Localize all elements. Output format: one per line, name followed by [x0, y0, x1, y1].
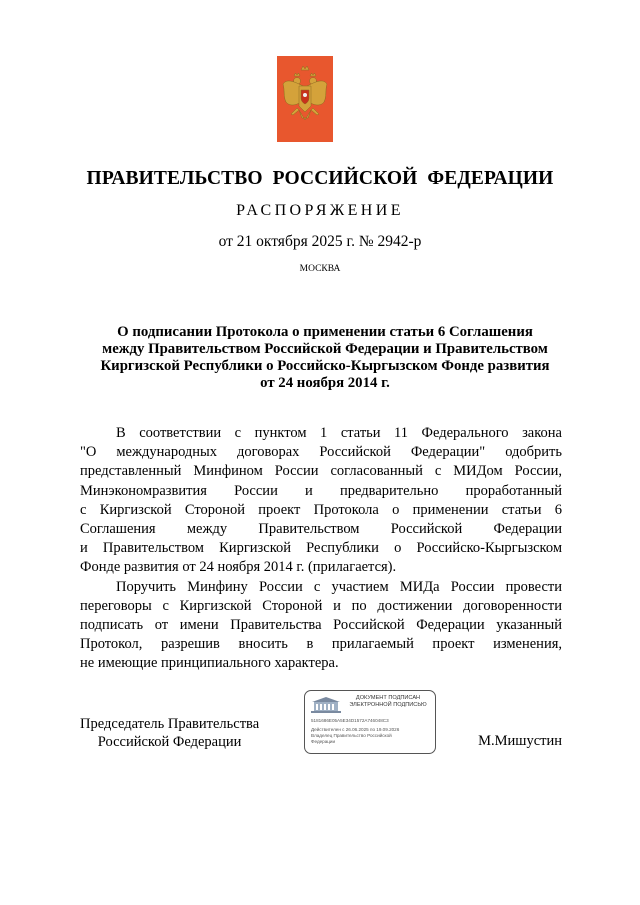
body-line: Соглашения между Правительством Российской Федерации: [80, 521, 562, 538]
city: МОСКВА: [299, 264, 341, 274]
electronic-signature-stamp: [304, 690, 436, 754]
government-title: ПРАВИТЕЛЬСТВО РОССИЙСКОЙ ФЕДЕРАЦИИ: [86, 168, 554, 189]
position-line: Российской Федерации: [97, 734, 242, 750]
body-line: Фонде развития от 24 ноября 2014 г. (прилагается).: [80, 559, 397, 576]
document-type: РАСПОРЯЖЕНИЕ: [236, 202, 404, 219]
body-line: представленный Минфином России согласованный с МИДом России,: [80, 463, 562, 480]
subject-line: О подписании Протокола о применении статьи 6 Соглашения: [117, 324, 533, 340]
stamp-owner: Владелец Правительство Российской: [311, 733, 392, 738]
body-line: не имеющие принципиального характера.: [80, 655, 339, 672]
subject-line: между Правительством Российской Федерации и Правительством: [102, 341, 548, 357]
subject-line: от 24 ноября 2014 г.: [260, 375, 390, 391]
signatory-name: М.Мишустин: [478, 733, 562, 749]
stamp-header-line: ЭЛЕКТРОННОЙ ПОДПИСЬЮ: [349, 702, 427, 708]
body-line: переговоры с Киргизской Стороной и по достижении договоренности: [80, 597, 562, 614]
coat-of-arms-icon: [277, 56, 333, 142]
body-line: с Киргизской Стороной проект Протокола о применении статьи 6: [80, 501, 562, 518]
stamp-certificate: 5181686E05A5E34D1572A746048C3: [311, 718, 389, 723]
subject-line: Киргизской Республики о Российско-Кыргызском Фонде развития: [100, 358, 550, 374]
stamp-header-line: ДОКУМЕНТ ПОДПИСАН: [355, 695, 421, 701]
document-body: [80, 424, 562, 674]
position-line: Председатель Правительства: [80, 716, 260, 732]
body-line: "О международных договорах Российской Федерации" одобрить: [80, 444, 562, 461]
body-line: Минэкономразвития России и предварительно проработанный: [80, 482, 562, 499]
document-subject: [80, 324, 570, 392]
double-headed-eagle-icon: [277, 56, 333, 142]
body-line: и Правительством Киргизской Республики о Российско-Кыргызском: [80, 540, 562, 557]
body-line: подписать от имени Правительства Российской Федерации указанный: [80, 617, 562, 634]
body-line: Протокол, разрешив вносить в прилагаемый проект изменения,: [80, 636, 562, 653]
stamp-validity: Действителен с 26.06.2025 по 19.09.2026: [311, 727, 400, 732]
stamp-owner: Федерации: [311, 739, 336, 744]
government-building-icon: [310, 696, 342, 714]
body-line: Поручить Минфину России с участием МИДа России провести: [116, 578, 562, 595]
document-date-number: от 21 октября 2025 г. № 2942-р: [218, 233, 422, 250]
signatory-position: [80, 715, 259, 751]
stamp-header: [343, 695, 433, 709]
body-line: В соответствии с пунктом 1 статьи 11 Федерального закона: [116, 425, 562, 441]
